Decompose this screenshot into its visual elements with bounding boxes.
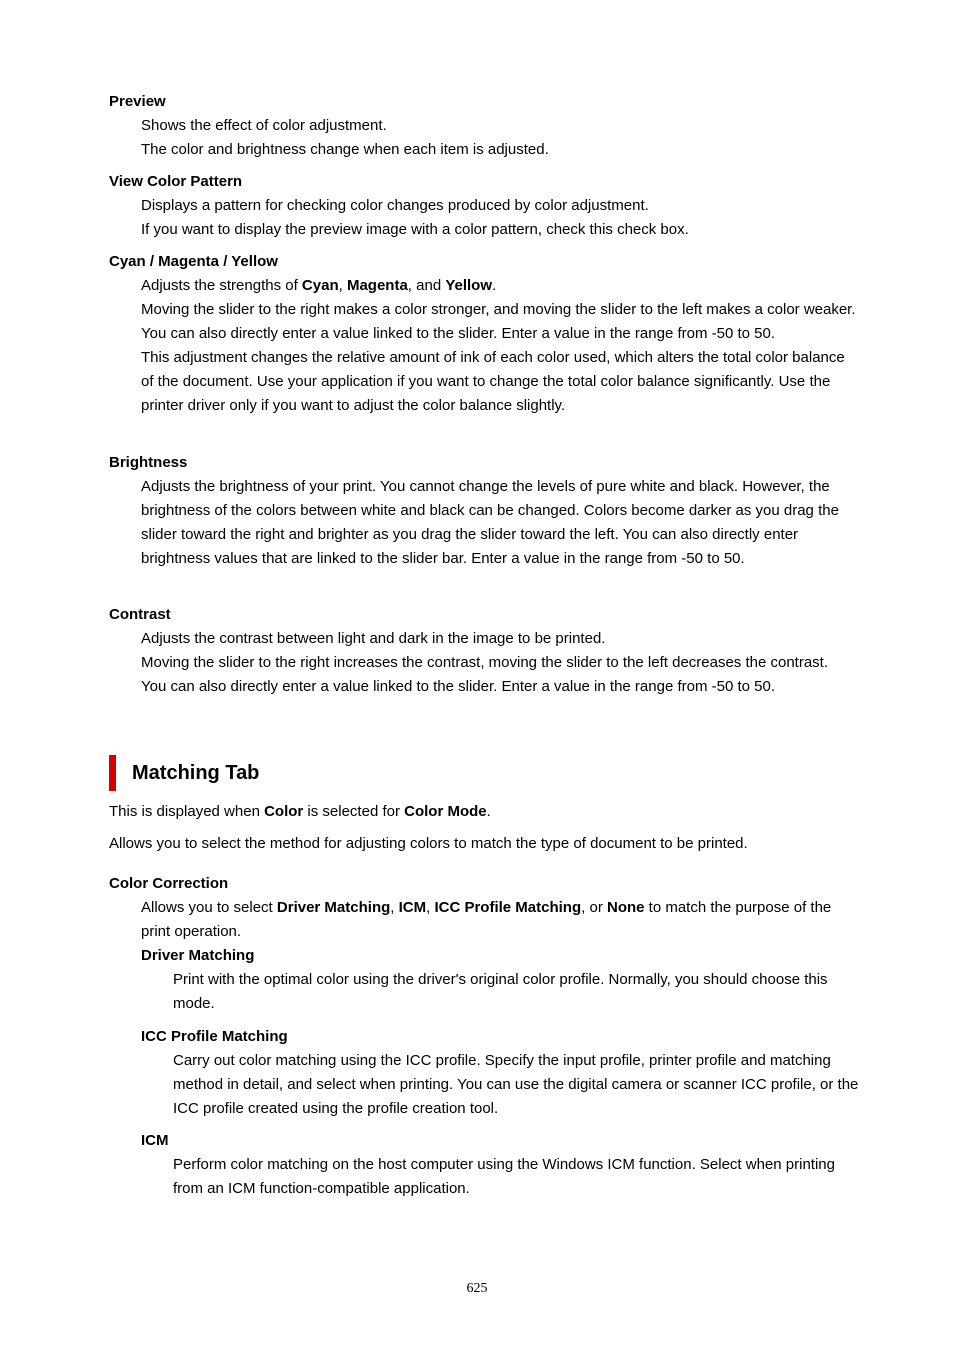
text-span: is selected for <box>303 803 405 820</box>
matching-intro-1 <box>109 800 869 824</box>
desc-paragraph <box>141 896 861 944</box>
desc-paragraph: Adjusts the brightness of your print. You cannot change the levels of pure white and black. However, the brightness of the colors between white and black can be changed. Colors become darker as you drag the slider toward the right and brighter as you drag the slider toward the left. You can also directly enter brightness values that are linked to the slider bar. Enter a value in the range from -50 to 50. <box>141 478 839 567</box>
text-span: , <box>390 899 399 916</box>
desc-icm <box>173 1153 863 1201</box>
subterm-icm: ICM <box>141 1132 169 1149</box>
desc-paragraph: This adjustment changes the relative amount of ink of each color used, which alters the total color balance of the document. Use your application if you want to change the total color balance significantly. Use the printer driver only if you want to adjust the color balance slightly. <box>141 349 845 414</box>
bold-icm: ICM <box>398 899 427 916</box>
text-span: This is displayed when <box>109 803 265 820</box>
bold-none: None <box>606 899 645 916</box>
page-number: 625 <box>466 1281 488 1296</box>
desc-paragraph: Moving the slider to the right makes a color stronger, and moving the slider to the left makes a color weaker. <box>141 301 856 318</box>
text-span: Adjusts the strengths of <box>141 277 302 294</box>
text-span: to match the purpose of the print operation. <box>141 899 832 940</box>
subterm-icc-profile-matching: ICC Profile Matching <box>141 1028 288 1045</box>
desc-paragraph: Perform color matching on the host computer using the Windows ICM function. Select when printing from an ICM function-compatible application. <box>173 1156 835 1197</box>
desc-paragraph: Adjusts the contrast between light and dark in the image to be printed. <box>141 630 606 647</box>
desc-view-color-pattern <box>141 194 861 242</box>
desc-paragraph: Carry out color matching using the ICC profile. Specify the input profile, printer profile and matching method in detail, and select when printing. You can use the digital camera or scanner ICC profile, or the ICC profile created using the profile creation tool. <box>173 1052 859 1117</box>
desc-contrast <box>141 627 861 699</box>
bold-color: Color <box>264 803 304 820</box>
desc-intro <box>141 274 861 298</box>
desc-paragraph: Moving the slider to the right increases the contrast, moving the slider to the left decreases the contrast. <box>141 654 829 671</box>
bold-color-mode: Color Mode <box>404 803 487 820</box>
desc-line: Displays a pattern for checking color changes produced by color adjustment. <box>141 197 649 214</box>
desc-brightness <box>141 475 861 571</box>
desc-driver-matching <box>173 968 863 1016</box>
desc-paragraph: You can also directly enter a value linked to the slider. Enter a value in the range from -50 to 50. <box>141 325 775 342</box>
bold-icc-profile-matching: ICC Profile Matching <box>434 899 582 916</box>
desc-line: The color and brightness change when each item is adjusted. <box>141 141 549 158</box>
section-heading-matching-tab <box>109 755 259 791</box>
desc-icc-profile-matching <box>173 1049 863 1121</box>
desc-paragraph: You can also directly enter a value linked to the slider. Enter a value in the range from -50 to 50. <box>141 678 775 695</box>
text-span: Allows you to select <box>141 899 277 916</box>
desc-line: If you want to display the preview image with a color pattern, check this check box. <box>141 221 689 238</box>
text-span: . <box>492 277 497 294</box>
bold-magenta: Magenta <box>346 277 408 294</box>
bold-cyan: Cyan <box>301 277 339 294</box>
text-span: , and <box>407 277 446 294</box>
section-marker-bar <box>109 755 116 791</box>
bold-driver-matching: Driver Matching <box>276 899 391 916</box>
subterm-driver-matching: Driver Matching <box>141 947 255 964</box>
term-contrast: Contrast <box>109 606 171 623</box>
term-cyan-magenta-yellow: Cyan / Magenta / Yellow <box>109 253 278 270</box>
desc-color-correction <box>141 896 861 944</box>
section-title: Matching Tab <box>132 761 260 784</box>
desc-cyan-magenta-yellow <box>141 274 861 418</box>
matching-intro-2: Allows you to select the method for adjusting colors to match the type of document to be printed. <box>109 835 748 852</box>
desc-preview <box>141 114 861 162</box>
text-span: , <box>426 899 435 916</box>
desc-paragraph: Print with the optimal color using the driver's original color profile. Normally, you should choose this mode. <box>173 971 828 1012</box>
term-preview: Preview <box>109 93 166 110</box>
term-brightness: Brightness <box>109 454 188 471</box>
bold-yellow: Yellow <box>445 277 493 294</box>
text-span: . <box>486 803 491 820</box>
term-view-color-pattern: View Color Pattern <box>109 173 243 190</box>
desc-line: Shows the effect of color adjustment. <box>141 117 387 134</box>
text-span: , or <box>581 899 607 916</box>
text-span: , <box>338 277 347 294</box>
term-color-correction: Color Correction <box>109 875 229 892</box>
